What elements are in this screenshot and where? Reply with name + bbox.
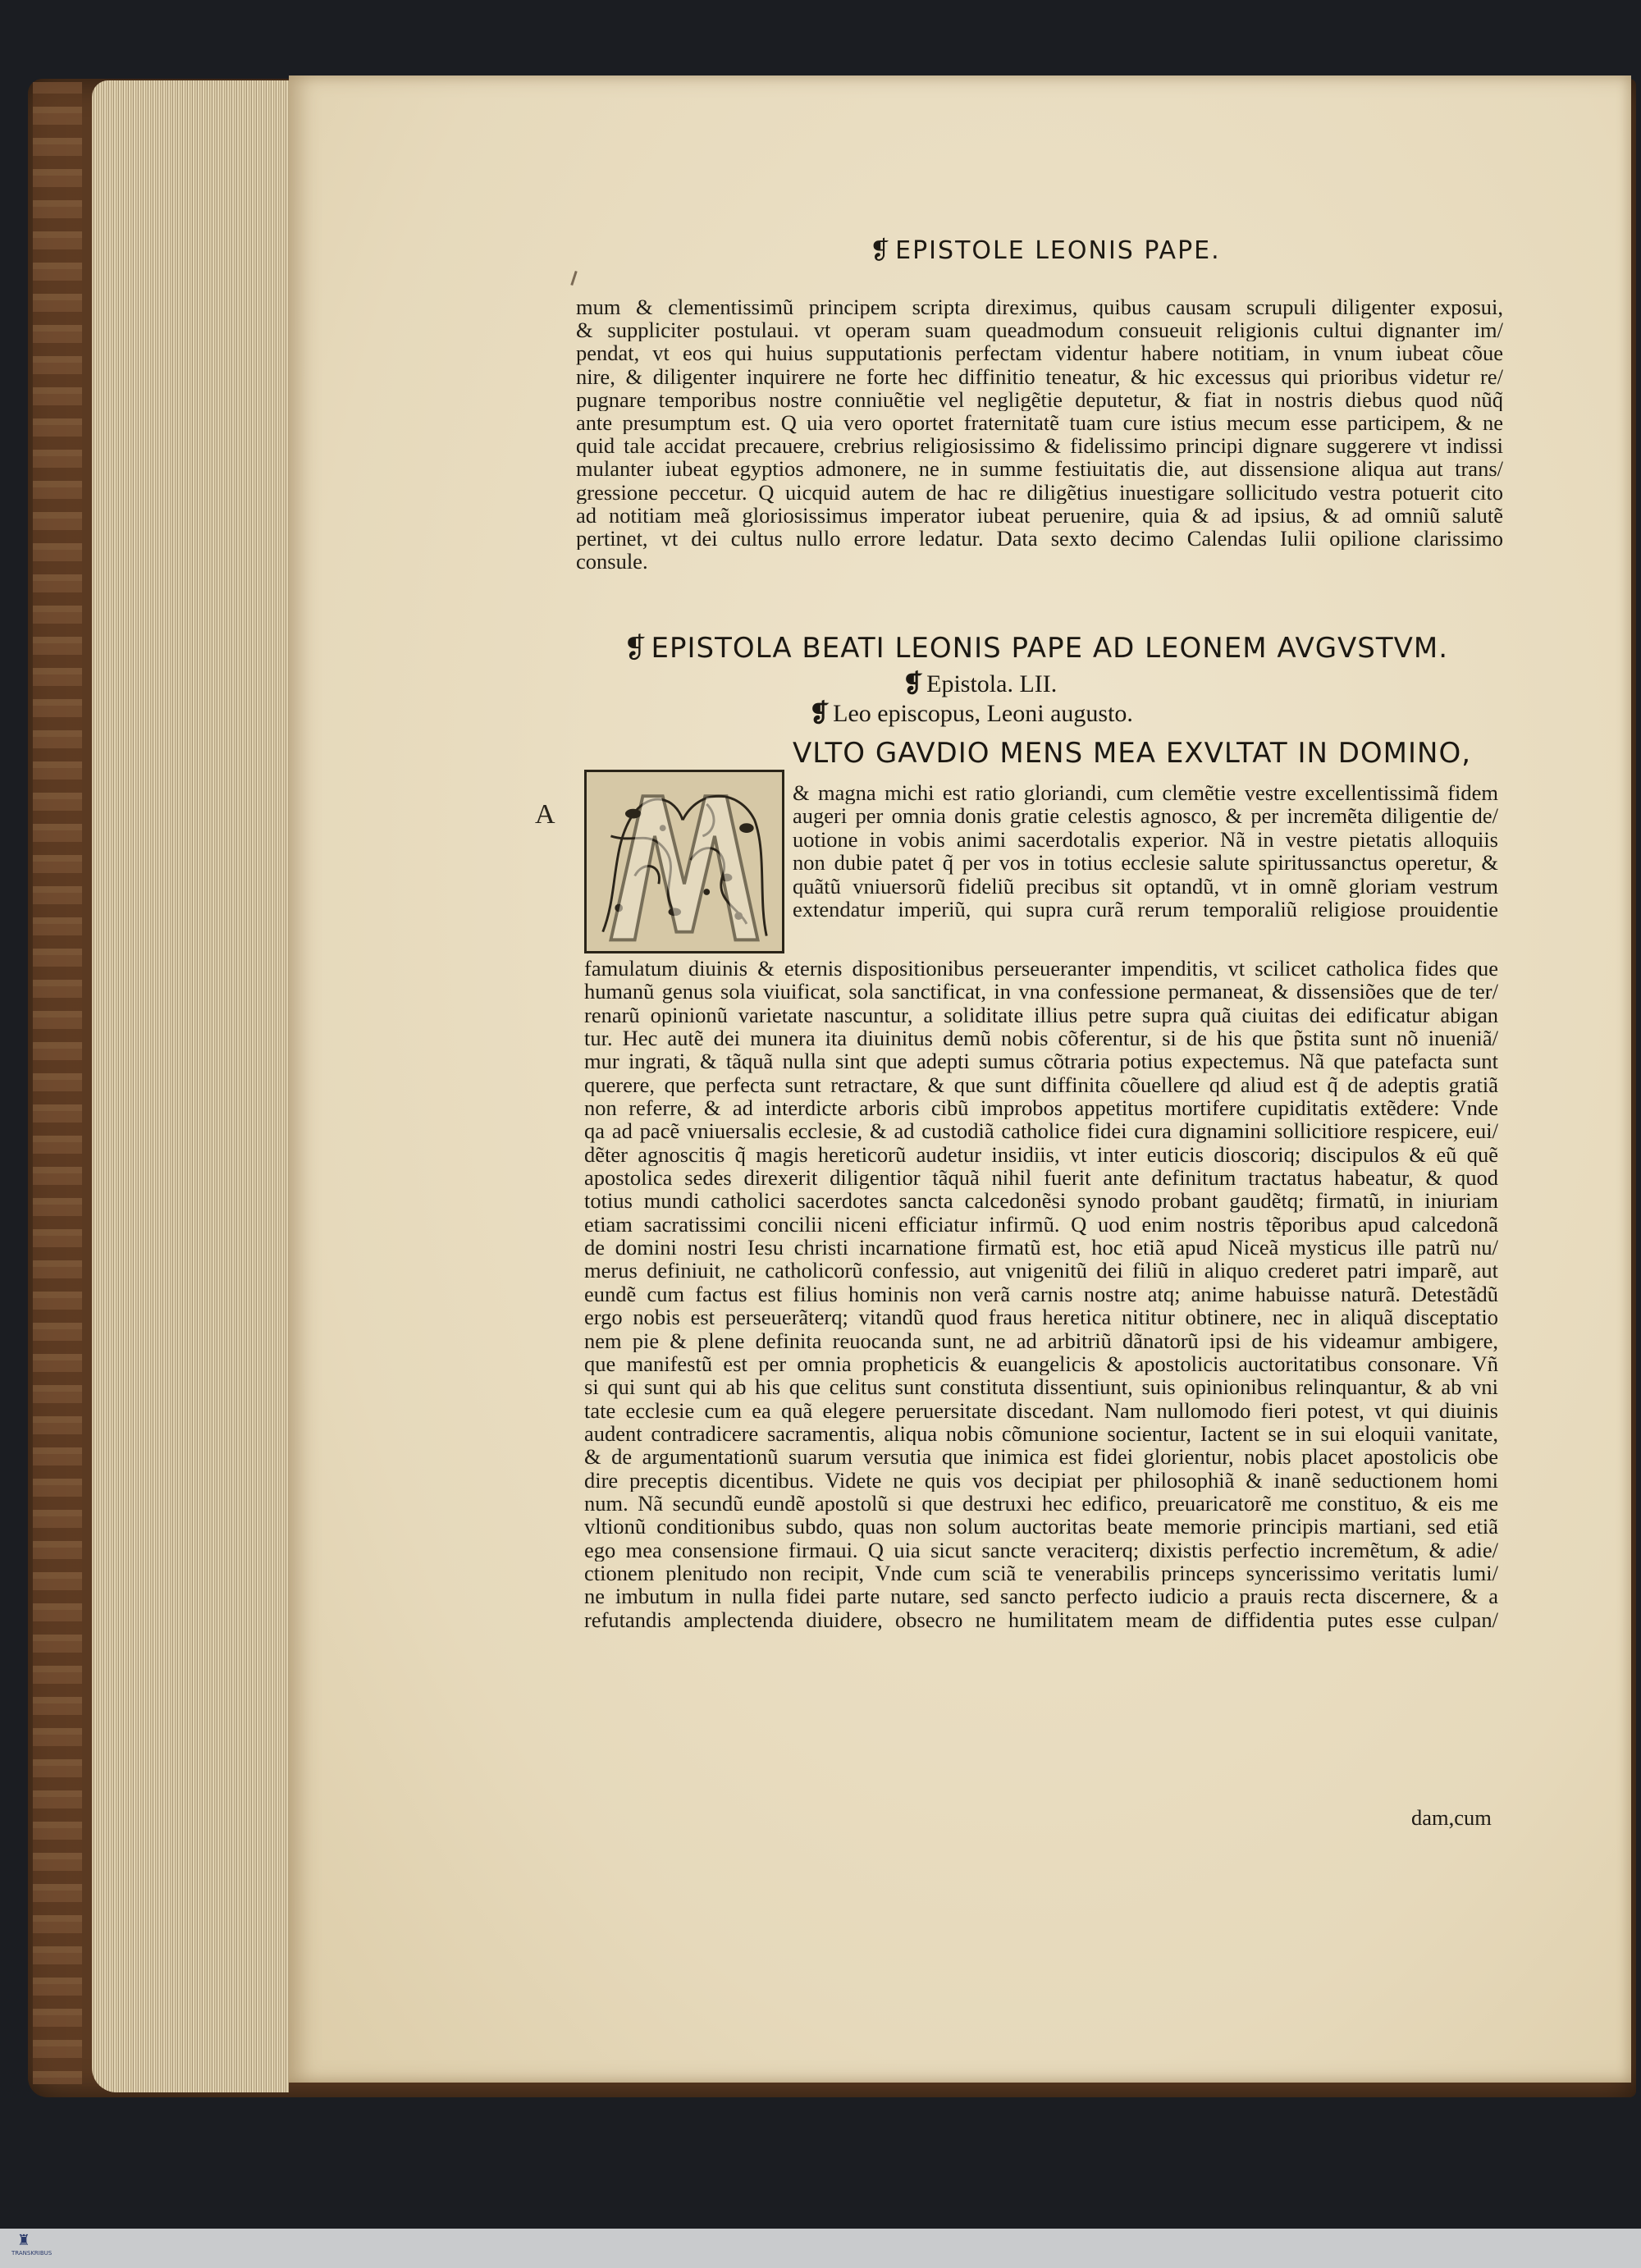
running-header	[870, 236, 1221, 265]
text-line: pugnare temporibus nostre conniuẽtie vel negligẽtie deputetur, & fiat in nostris diebus quod nũq̃	[576, 387, 1503, 411]
narrow-text-block	[793, 781, 1498, 921]
text-line: de domini nostri Iesu christi incarnatione firmatũ est, hoc etiã apud Niceã mysticus ille patrũ nu/	[584, 1236, 1498, 1260]
text-line: ego mea consensione firmaui. Q uia sicut sancte veraciterq; dixistis perfectio incremẽtum, & adie/	[584, 1538, 1498, 1562]
text-line: famulatum diuinis & eternis dispositionibus perseueranter impenditis, vt scilicet catholica fides que	[584, 957, 1498, 981]
library-emblem-icon: ♜	[16, 2232, 31, 2249]
pilcrow-icon: ❡	[870, 236, 893, 265]
text-line: non dubie patet q̃ per vos in totius ecclesie salute spiritussanctus operetur, &	[793, 851, 1498, 875]
text-line: humanũ genus sola viuificat, sola sanctificat, in vna confessione permaneat, & dissensiões que de ter/	[584, 980, 1498, 1004]
text-line: ne imbutum in nulla fidei parte nutare, sed sancto perfecto iudicio a prauis recta discernere, & a	[584, 1584, 1498, 1608]
text-line: si qui sunt qui ab his que celitus sunt constituta dissentiunt, suis opinionibus relinquantur, & ab vni	[584, 1375, 1498, 1399]
svg-text:M: M	[683, 931, 685, 933]
text-line: vltionũ conditionibus subdo, quas non solum auctoritas beate memorie principis martiani, sed etiã	[584, 1515, 1498, 1539]
text-line: mum & clementissimũ principem scripta direximus, quibus causam scrupuli diligenter exposui,	[576, 295, 1503, 319]
pilcrow-icon: ❡	[624, 632, 648, 665]
epistle-title: ❡ EPISTOLA BEATI LEONIS PAPE AD LEONEM AVGVSTVM.	[624, 632, 1449, 665]
text-line: quid tale accidat precauere, crebrius religiosissimo & fidelissimo principi dignare suggerere vt indissi	[576, 434, 1503, 458]
text-line: refutandis amplectenda diuidere, obsecro ne humilitatem meam de diffidentia putes esse culpan/	[584, 1607, 1498, 1631]
epistle-number: ❡ Epistola. LII.	[903, 670, 1058, 697]
text-line: dire preceptis dicentibus. Videte ne quis vos decipiat per philosophiã & inanẽ seductionem homi	[584, 1468, 1498, 1492]
pilcrow-icon: ❡	[809, 700, 830, 727]
margin-letter-a: A	[535, 799, 555, 830]
text-line: que manifestũ est per omnia propheticis & euangelicis & apostolicis auctoritatibus consonare. Vñ	[584, 1351, 1498, 1376]
text-line: tate ecclesie cum ea quã elegere peruersitate discedant. Nam nullomodo fieri potest, vt qui diuinis	[584, 1398, 1498, 1422]
text-line: pendat, vt eos qui huius supputationis perfectam videntur habere notitiam, in vnum iubeat cõue	[576, 341, 1503, 365]
pilcrow-icon: ❡	[903, 670, 924, 697]
text-line: consule.	[576, 550, 648, 574]
library-logo	[11, 2232, 53, 2265]
text-line: ctionem plenitudo non recipit, Vnde cum sciã te venerabilis princeps syncerissimo veritatis lumi/	[584, 1561, 1498, 1585]
text-line: pertinet, vt dei cultus nullo errore ledatur. Data sexto decimo Calendas Iulii opilione clarissimo	[576, 526, 1503, 551]
text-line: non referre, & ad interdicte arboris cibũ improbos appetitus mortifere cupiditatis extẽdere: Vnde	[584, 1096, 1498, 1120]
text-line: mur ingrati, & tãquã nulla sint que adepti sumus cõtraria potius expectemus. Nã que patefacta sunt	[584, 1049, 1498, 1073]
decorated-initial-m-icon	[587, 772, 782, 951]
text-line: augeri per omnia donis gratie celestis agnosco, & per incremẽta diligentie de/	[793, 804, 1498, 828]
main-text-block	[584, 957, 1498, 1631]
catchword: dam,cum	[1411, 1805, 1492, 1830]
text-line: ad notitiam meã gloriosissimus imperator iubeat peruenire, quia & ad ipsius, & ad omniũ salutẽ	[576, 503, 1503, 527]
text-line: totius mundi catholici sacerdotes sancta calcedonẽsi synodo probant gaudẽtq; firmatũ, in iniuriam	[584, 1189, 1498, 1213]
text-line: merus definiuit, ne catholicorũ confessio, aut vnigenitũ dei filiũ in aliquo crederet patri imparẽ, aut	[584, 1259, 1498, 1283]
text-line: extendatur imperiũ, qui supra curã rerum temporaliũ religiose prouidentie	[793, 897, 1498, 921]
text-line: mulanter iubeat egyptios admonere, ne in summe festiuitatis die, aut dissensione aliqua aut trans/	[576, 457, 1503, 481]
library-mark: TRANSKRIBUS	[11, 2250, 53, 2257]
text-line: num. Nã secundũ eundẽ apostolũ si que destruxi hec edifico, preuaricatorẽ me constituo, & eis me	[584, 1491, 1498, 1516]
text-line: etiam sacratissimi concilii niceni efficiatur infirmũ. Q uod enim nostris tẽporibus apud calcedonã	[584, 1212, 1498, 1237]
text-line: & magna michi est ratio gloriandi, cum clemẽtie vestre excellentissimã fidem	[793, 781, 1498, 805]
opening-capitals: VLTO GAVDIO MENS MEA EXVLTAT IN DOMINO,	[793, 737, 1472, 770]
cover-edge	[33, 82, 82, 2084]
text-line: ante presumptum est. Q uia vero oportet fraternitatẽ tuam cure istius mecum esse participem, & ne	[576, 410, 1503, 435]
text-line: renarũ opinionũ varietate nascuntur, a soliditate illius petre supra quã ciuitas dei edificatur abigan	[584, 1003, 1498, 1027]
text-line: quãtũ vniuersorũ fideliũ precibus sit optandũ, vt in omnẽ gloriam vestrum	[793, 874, 1498, 898]
text-line: nire, & diligenter inquirere ne forte hec diffinitio teneatur, & hic excessus qui prioribus videtur re/	[576, 364, 1503, 388]
text-line: eundẽ cum factus est filius hominis non verã carnis nostre atq; anime habuisse naturã. Detestãdũ	[584, 1282, 1498, 1306]
text-line: & de argumentationũ suarum versutia que inimica est fidei glorientur, nobis placet apostolicis obe	[584, 1445, 1498, 1469]
text-line: nem pie & plene definita reuocanda sunt, ne ad arbitriũ dãnatorũ ipsi de his videamur ambigere,	[584, 1328, 1498, 1352]
decorated-initial	[584, 770, 784, 953]
top-text-block	[576, 295, 1503, 573]
text-line: qa ad pacẽ vniuersalis ecclesie, & ad custodiã catholice fidei cura dignamini sollicitiore respicere, eui/	[584, 1119, 1498, 1143]
page-edges	[92, 80, 289, 2092]
text-line: ergo nobis est perseuerãterq; vitandũ quod fraus heretica nititur obtinere, nec in aliquã disceptatio	[584, 1305, 1498, 1329]
text-line: & suppliciter postulaui. vt operam suam queadmodum consueuit religionis cultui dignanter im/	[576, 318, 1503, 342]
text-line: uotione in vobis animi sacerdotalis experior. Nã in vestre pietatis alloquiis	[793, 827, 1498, 852]
text-line: audent contradicere sacramentis, aliqua nobis cõmunione socientur, Iactent se in sui eloquii vanitate,	[584, 1421, 1498, 1446]
text-line: tur. Hec autẽ dei munera ita diuinitus demũ nobis cõferentur, si de his que p̃stita sunt nõ inueniã/	[584, 1027, 1498, 1050]
text-line: gressione peccetur. Q uicquid autem de hac re diligẽtius inuestigare sollicitudo vestra potuerit cito	[576, 480, 1503, 504]
viewer-footer-bar	[0, 2229, 1641, 2268]
text-line: dẽter agnoscitis q̃ magis hereticorũ audetur insidiis, vt inter euticis dioscoriq; discipulos & eũ quẽ	[584, 1142, 1498, 1167]
running-title: EPISTOLE LEONIS PAPE.	[895, 236, 1221, 265]
salutation: ❡ Leo episcopus, Leoni augusto.	[809, 700, 1133, 727]
text-line: apostolica sedes direxerit diligentior tãquã nihil fuerit ante definitum tractatus habeatur, & quod	[584, 1166, 1498, 1190]
text-line: querere, que perfecta sunt retractare, & que sunt diffinita cõuellere qd aliud est q̃ de adeptis gratiã	[584, 1072, 1498, 1097]
